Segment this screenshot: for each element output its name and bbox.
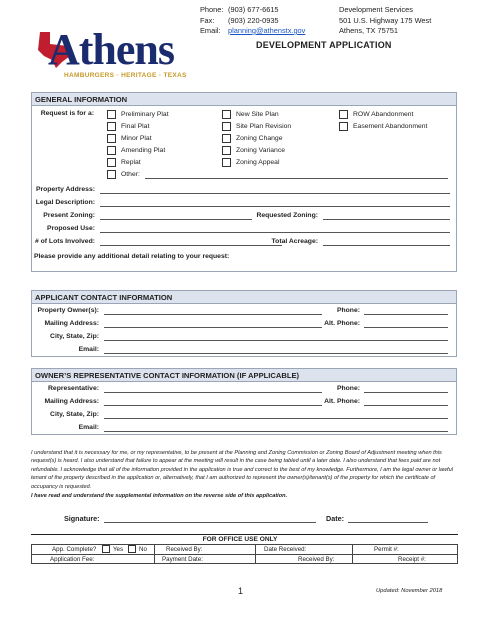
logo-tagline: HAMBURGERS ◦ HERITAGE ◦ TEXAS bbox=[64, 72, 187, 79]
option-zoning-appeal: Zoning Appeal bbox=[236, 159, 280, 166]
rep-city-input[interactable] bbox=[104, 418, 448, 419]
office-heading: FOR OFFICE USE ONLY bbox=[202, 536, 278, 543]
checkbox-zoning-change[interactable] bbox=[222, 134, 231, 143]
office-row-divider bbox=[31, 554, 458, 555]
checkbox-amending-plat[interactable] bbox=[107, 146, 116, 155]
rep-phone-input[interactable] bbox=[364, 392, 448, 393]
fax-value: (903) 220-0935 bbox=[228, 15, 279, 25]
option-zoning-change: Zoning Change bbox=[236, 135, 283, 142]
checkbox-easement-abandonment[interactable] bbox=[339, 122, 348, 131]
rep-mailing-label: Mailing Address: bbox=[44, 398, 99, 405]
signature-input[interactable] bbox=[104, 522, 316, 523]
option-new-site-plan: New Site Plan bbox=[236, 111, 279, 118]
option-replat: Replat bbox=[121, 159, 141, 166]
rep-phone-label: Phone: bbox=[336, 385, 360, 392]
option-zoning-variance: Zoning Variance bbox=[236, 147, 285, 154]
office-address bbox=[339, 5, 431, 37]
option-preliminary-plat: Preliminary Plat bbox=[121, 111, 169, 118]
office-col-divider-1 bbox=[154, 544, 155, 564]
rep-email-label: Email: bbox=[78, 424, 99, 431]
option-amending-plat: Amending Plat bbox=[121, 147, 166, 154]
other-label: Other: bbox=[121, 171, 140, 178]
office-col-divider-2 bbox=[255, 544, 256, 564]
requested-zoning-input[interactable] bbox=[323, 219, 450, 220]
requested-zoning-label: Requested Zoning: bbox=[256, 212, 318, 219]
checkbox-row-abandonment[interactable] bbox=[339, 110, 348, 119]
checkbox-zoning-variance[interactable] bbox=[222, 146, 231, 155]
option-minor-plat: Minor Plat bbox=[121, 135, 152, 142]
legal-description-input[interactable] bbox=[100, 206, 450, 207]
rep-city-label: City, State, Zip: bbox=[50, 411, 99, 418]
legal-description-label: Legal Description: bbox=[35, 199, 95, 206]
contact-values bbox=[228, 5, 305, 37]
general-heading: GENERAL INFORMATION bbox=[32, 93, 456, 106]
rep-alt-phone-input[interactable] bbox=[364, 405, 448, 406]
present-zoning-label: Present Zoning: bbox=[43, 212, 95, 219]
present-zoning-input[interactable] bbox=[100, 219, 252, 220]
other-input[interactable] bbox=[145, 178, 448, 179]
office-divider bbox=[31, 534, 458, 535]
received-by-2-label: Received By: bbox=[298, 556, 335, 563]
applicant-mailing-label: Mailing Address: bbox=[44, 320, 99, 327]
applicant-phone-label: Phone: bbox=[336, 307, 360, 314]
checkbox-other[interactable] bbox=[107, 170, 116, 179]
date-label: Date: bbox=[326, 514, 344, 523]
option-easement-abandonment: Easement Abandonment bbox=[353, 123, 428, 130]
property-owners-label: Property Owner(s): bbox=[37, 307, 99, 314]
lots-input[interactable] bbox=[100, 245, 282, 246]
option-final-plat: Final Plat bbox=[121, 123, 150, 130]
checkbox-new-site-plan[interactable] bbox=[222, 110, 231, 119]
acreage-input[interactable] bbox=[323, 245, 450, 246]
applicant-email-label: Email: bbox=[78, 346, 99, 353]
option-site-plan-revision: Site Plan Revision bbox=[236, 123, 292, 130]
representative-heading: OWNER’S REPRESENTATIVE CONTACT INFORMATION (IF APPLICABLE) bbox=[32, 369, 456, 382]
email-label: Email: bbox=[200, 26, 221, 35]
date-received-label: Date Received: bbox=[264, 546, 307, 553]
property-owners-input[interactable] bbox=[104, 314, 322, 315]
representative-label: Representative: bbox=[48, 385, 99, 392]
applicant-alt-phone-input[interactable] bbox=[364, 327, 448, 328]
proposed-use-label: Proposed Use: bbox=[47, 225, 95, 232]
phone-value: (903) 677-6615 bbox=[228, 5, 279, 14]
proposed-use-input[interactable] bbox=[100, 232, 450, 233]
address-line-2: Athens, TX 75751 bbox=[339, 26, 399, 35]
no-label: No bbox=[139, 546, 147, 553]
rep-alt-phone-label: Alt. Phone: bbox=[324, 398, 360, 405]
applicant-mailing-input[interactable] bbox=[104, 327, 322, 328]
checkbox-site-plan-revision[interactable] bbox=[222, 122, 231, 131]
checkbox-zoning-appeal[interactable] bbox=[222, 158, 231, 167]
declaration-acknowledgement: I have read and understand the supplemental information on the reverse side of this application. bbox=[31, 493, 288, 499]
property-address-input[interactable] bbox=[100, 193, 450, 194]
office-col-divider-3 bbox=[352, 544, 353, 564]
representative-input[interactable] bbox=[104, 392, 322, 393]
rep-mailing-input[interactable] bbox=[104, 405, 322, 406]
lots-label: # of Lots Involved: bbox=[34, 238, 95, 245]
date-input[interactable] bbox=[348, 522, 428, 523]
received-by-label: Received By: bbox=[166, 546, 203, 553]
page-number: 1 bbox=[238, 586, 244, 596]
checkbox-complete-no[interactable] bbox=[128, 545, 136, 553]
applicant-city-input[interactable] bbox=[104, 340, 448, 341]
phone-label: Phone: bbox=[200, 5, 224, 14]
logo-word: Athens bbox=[48, 25, 175, 74]
request-label: Request is for a: bbox=[40, 110, 94, 117]
address-line-1: 501 U.S. Highway 175 West bbox=[339, 15, 432, 25]
checkbox-complete-yes[interactable] bbox=[102, 545, 110, 553]
yes-label: Yes bbox=[113, 546, 124, 553]
email-link[interactable]: planning@athenstx.gov bbox=[228, 26, 306, 35]
applicant-heading: APPLICANT CONTACT INFORMATION bbox=[32, 291, 456, 304]
signature-label: Signature: bbox=[64, 514, 100, 523]
declaration-text: I understand that it is necessary for me, or my representative, to be present at the Planning and Zoning Commission or Zoning Board of Adjustment meeting when this request(s) is heard. I also understand that failure to appear at the meeting will result in the case being tabled until a later date. I also understand that fees paid are not refundable. I acknowledge that all of the information provided in the application is true and correct to the best of my knowledge. Furthermore, I am the legal owner or lawful tenant of the property described in the application or, alternatively, that I am authorized to represent the owner(s)/tenant(s) of the property for which the certificate of occupancy is requested. bbox=[31, 450, 453, 490]
department-name: Development Services bbox=[339, 5, 413, 14]
checkbox-preliminary-plat[interactable] bbox=[107, 110, 116, 119]
checkbox-minor-plat[interactable] bbox=[107, 134, 116, 143]
acreage-label: Total Acreage: bbox=[271, 238, 318, 245]
athens-logo bbox=[30, 18, 190, 78]
checkbox-replat[interactable] bbox=[107, 158, 116, 167]
payment-date-label: Payment Date: bbox=[162, 556, 203, 563]
option-row-abandonment: ROW Abandonment bbox=[353, 111, 414, 118]
applicant-alt-phone-label: Alt. Phone: bbox=[324, 320, 360, 327]
applicant-city-label: City, State, Zip: bbox=[50, 333, 99, 340]
applicant-email-input[interactable] bbox=[104, 353, 448, 354]
application-fee-label: Application Fee: bbox=[50, 556, 95, 563]
updated-note: Updated: November 2018 bbox=[376, 588, 443, 594]
checkbox-final-plat[interactable] bbox=[107, 122, 116, 131]
property-address-label: Property Address: bbox=[35, 186, 95, 193]
receipt-number-label: Receipt #: bbox=[398, 556, 426, 563]
additional-detail-label: Please provide any additional detail relating to your request: bbox=[34, 253, 230, 260]
permit-number-label: Permit #: bbox=[374, 546, 399, 553]
app-complete-label: App. Complete? bbox=[52, 546, 97, 553]
application-title: DEVELOPMENT APPLICATION bbox=[256, 40, 392, 50]
fax-label: Fax: bbox=[200, 15, 215, 25]
rep-email-input[interactable] bbox=[104, 431, 448, 432]
applicant-phone-input[interactable] bbox=[364, 314, 448, 315]
